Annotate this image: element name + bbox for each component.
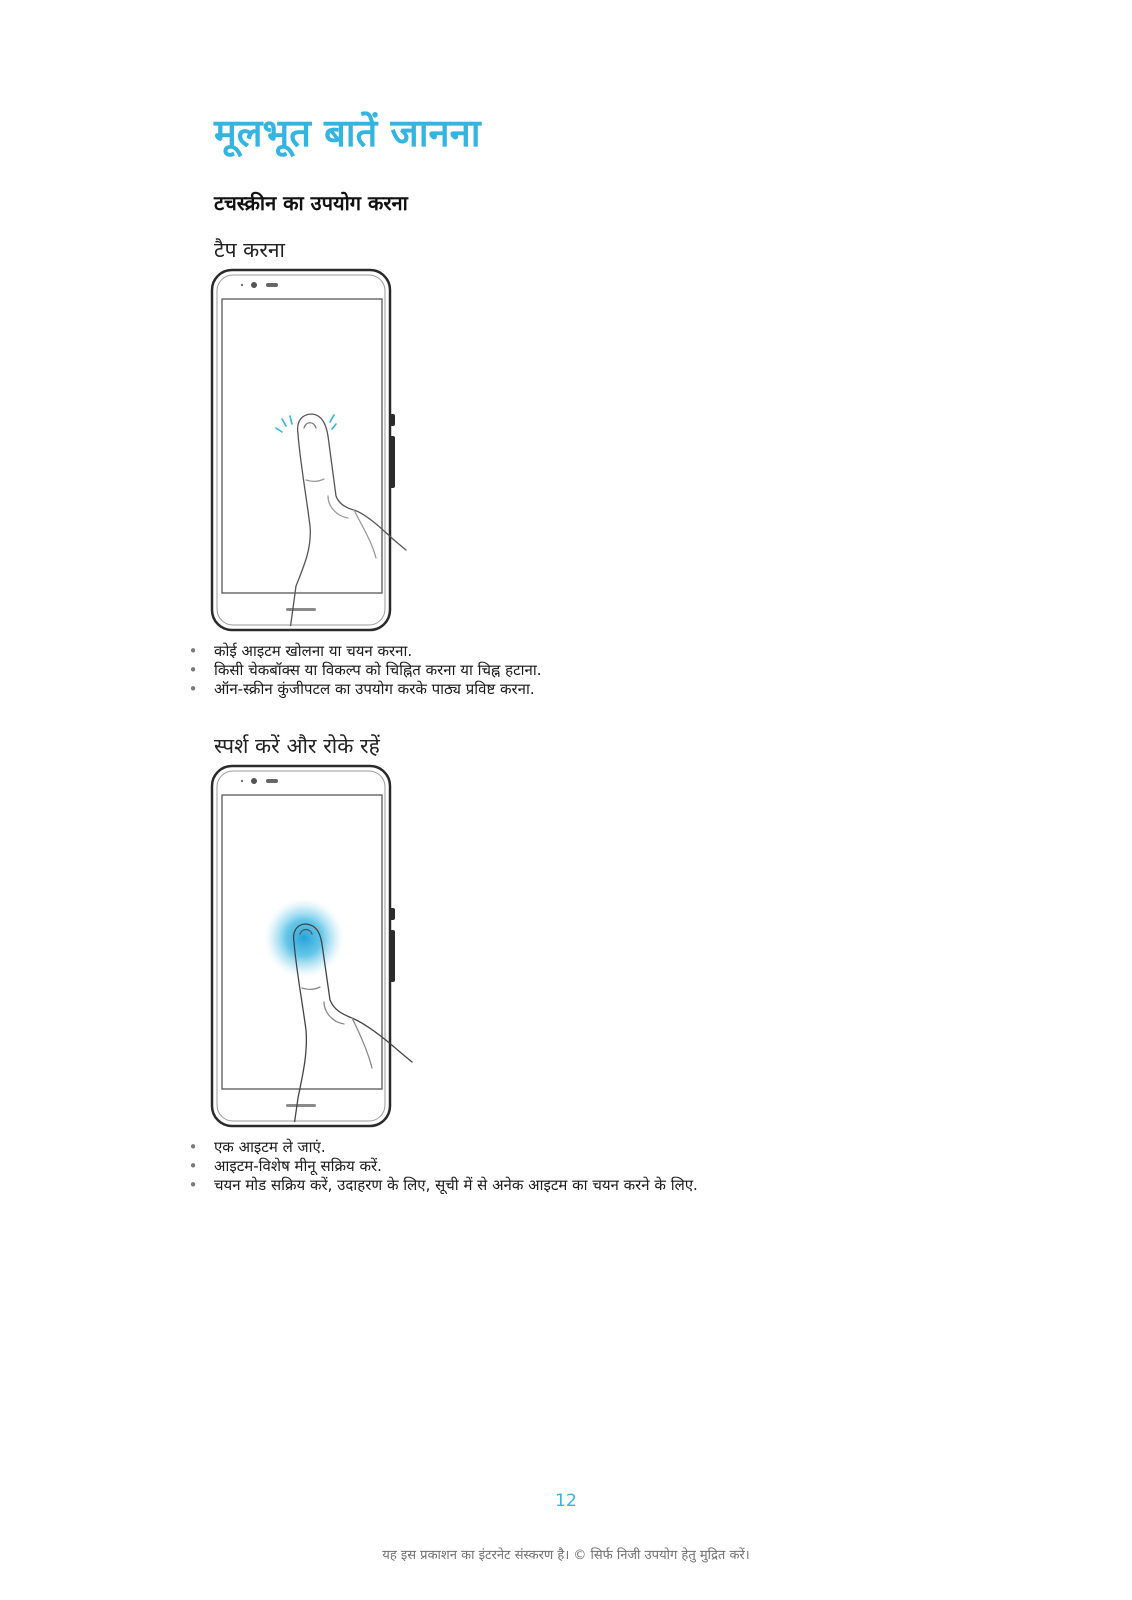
page-title: मूलभूत बातें जानना <box>214 111 481 155</box>
touch-hold-heading: स्पर्श करें और रोके रहें <box>214 734 380 758</box>
phone-tap-icon <box>206 266 466 636</box>
tap-bullet-list <box>186 642 542 699</box>
list-item: • एक आइटम ले जाएं. <box>186 1138 698 1157</box>
bullet-icon: • <box>188 661 198 679</box>
touch-hold-bullet-list <box>186 1138 698 1195</box>
bullet-icon: • <box>188 680 198 698</box>
bullet-icon: • <box>188 1157 198 1175</box>
list-item: • चयन मोड सक्रिय करें, उदाहरण के लिए, सूची में से अनेक आइटम का चयन करने के लिए. <box>186 1176 698 1195</box>
list-item: • कोई आइटम खोलना या चयन करना. <box>186 642 542 661</box>
bullet-icon: • <box>188 1176 198 1194</box>
footer-note: यह इस प्रकाशन का इंटरनेट संस्करण है। © सिर्फ निजी उपयोग हेतु मुद्रित करें। <box>382 1548 750 1563</box>
list-item: • ऑन-स्क्रीन कुंजीपटल का उपयोग करके पाठ्य प्रविष्ट करना. <box>186 680 542 699</box>
list-item: • आइटम-विशेष मीनू सक्रिय करें. <box>186 1157 698 1176</box>
phone-touch-hold-icon <box>206 762 466 1132</box>
bullet-icon: • <box>188 642 198 660</box>
bullet-icon: • <box>188 1138 198 1156</box>
page-number: 12 <box>555 1491 577 1511</box>
list-item: • किसी चेकबॉक्स या विकल्प को चिह्नित करना या चिह्न हटाना. <box>186 661 542 680</box>
section-heading: टचस्क्रीन का उपयोग करना <box>214 191 408 215</box>
tap-heading: टैप करना <box>214 238 285 262</box>
